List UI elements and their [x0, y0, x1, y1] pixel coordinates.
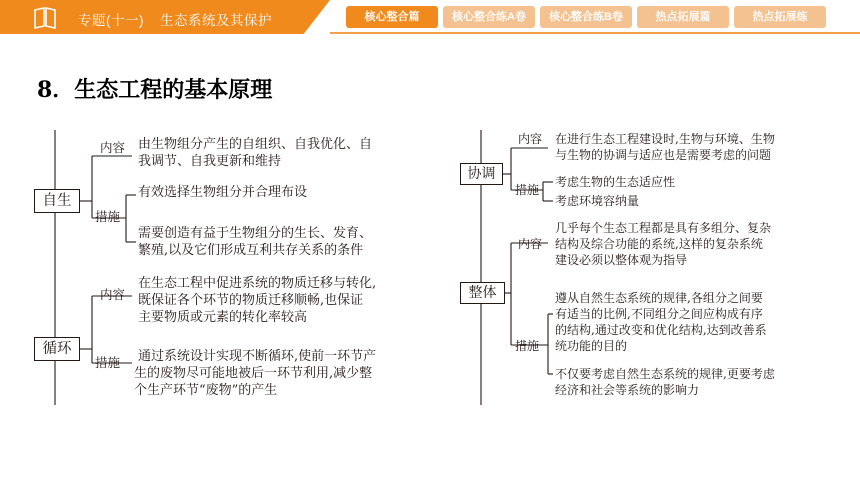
xunhuan-measures-label: 措施 — [95, 355, 121, 370]
xunhuan-measure-line-2: 生的废物尽可能地被后一环节利用,减少整 — [134, 366, 373, 381]
node-xietiao: 协调 — [460, 163, 503, 185]
zhengti-measures-label: 措施 — [515, 339, 540, 353]
xunhuan-content-line-1: 在生态工程中促进系统的物质迁移与转化, — [138, 276, 377, 291]
tab-core-practice-b[interactable]: 核心整合练B卷 — [540, 6, 632, 28]
tab-hotspot-extension[interactable]: 热点拓展篇 — [637, 6, 729, 28]
tab-core-integration[interactable]: 核心整合篇 — [346, 6, 438, 28]
xunhuan-measure-line-3: 个生产环节“废物”的产生 — [134, 383, 278, 398]
zisheng-measure-2-line-1: 需要创造有益于生物组分的生长、发育、 — [138, 226, 373, 241]
zhengti-content-line-1: 几乎每个生态工程都是具有多组分、复杂 — [555, 221, 772, 235]
node-zhengti: 整体 — [460, 282, 505, 304]
tab-core-practice-a[interactable]: 核心整合练A卷 — [443, 6, 535, 28]
zhengti-measure-1-line-2: 有适当的比例,不同组分之间应构成有序 — [555, 307, 763, 321]
xunhuan-content-line-3: 主要物质或元素的转化率较高 — [138, 310, 308, 325]
xietiao-measure-1: 考虑生物的生态适应性 — [555, 175, 676, 189]
zisheng-measure-2-line-2: 繁殖,以及它们形成互利共存关系的条件 — [138, 243, 364, 258]
zisheng-measures-label: 措施 — [95, 209, 121, 224]
zisheng-content-label: 内容 — [100, 140, 126, 155]
xietiao-measures-label: 措施 — [515, 183, 540, 197]
zisheng-content-line-2: 我调节、自我更新和维持 — [138, 154, 282, 169]
zhengti-measure-2-line-1: 不仅要考虑自然生态系统的规律,更要考虑 — [555, 367, 775, 381]
page-title: 8．生态工程的基本原理 — [37, 77, 273, 103]
xietiao-content-line-2: 与生物的协调与适应也是需要考虑的问题 — [555, 148, 772, 162]
zhengti-measure-1-line-3: 的结构,通过改变和优化结构,达到改善系 — [555, 323, 767, 337]
zhengti-measure-2-line-2: 经济和社会等系统的影响力 — [555, 383, 700, 397]
xietiao-content-label: 内容 — [518, 132, 543, 146]
zisheng-measure-1: 有效选择生物组分并合理布设 — [138, 185, 308, 200]
xunhuan-content-line-2: 既保证各个环节的物质迁移顺畅,也保证 — [138, 293, 364, 308]
tab-hotspot-practice[interactable]: 热点拓展练 — [734, 6, 826, 28]
zhengti-content-line-3: 建设必须以整体观为指导 — [555, 253, 688, 267]
xunhuan-content-label: 内容 — [100, 287, 126, 302]
zhengti-measure-1-line-1: 遵从自然生态系统的规律,各组分之间要 — [555, 291, 763, 305]
zhengti-measure-1-line-4: 统功能的目的 — [555, 339, 628, 353]
node-zisheng: 自生 — [34, 189, 80, 213]
xietiao-content-line-1: 在进行生态工程建设时,生物与环境、生物 — [555, 132, 775, 146]
node-xunhuan: 循环 — [34, 337, 80, 361]
chapter-number: 专题(十一) — [78, 13, 144, 28]
xunhuan-measure-line-1: 通过系统设计实现不断循环,使前一环节产 — [138, 349, 377, 364]
xietiao-measure-2: 考虑环境容纳量 — [555, 194, 640, 208]
zhengti-content-line-2: 结构及综合功能的系统,这样的复杂系统 — [555, 237, 763, 251]
zhengti-content-label: 内容 — [518, 237, 543, 251]
chapter-topic: 生态系统及其保护 — [160, 13, 272, 28]
zisheng-content-line-1: 由生物组分产生的自组织、自我优化、自 — [138, 137, 373, 152]
